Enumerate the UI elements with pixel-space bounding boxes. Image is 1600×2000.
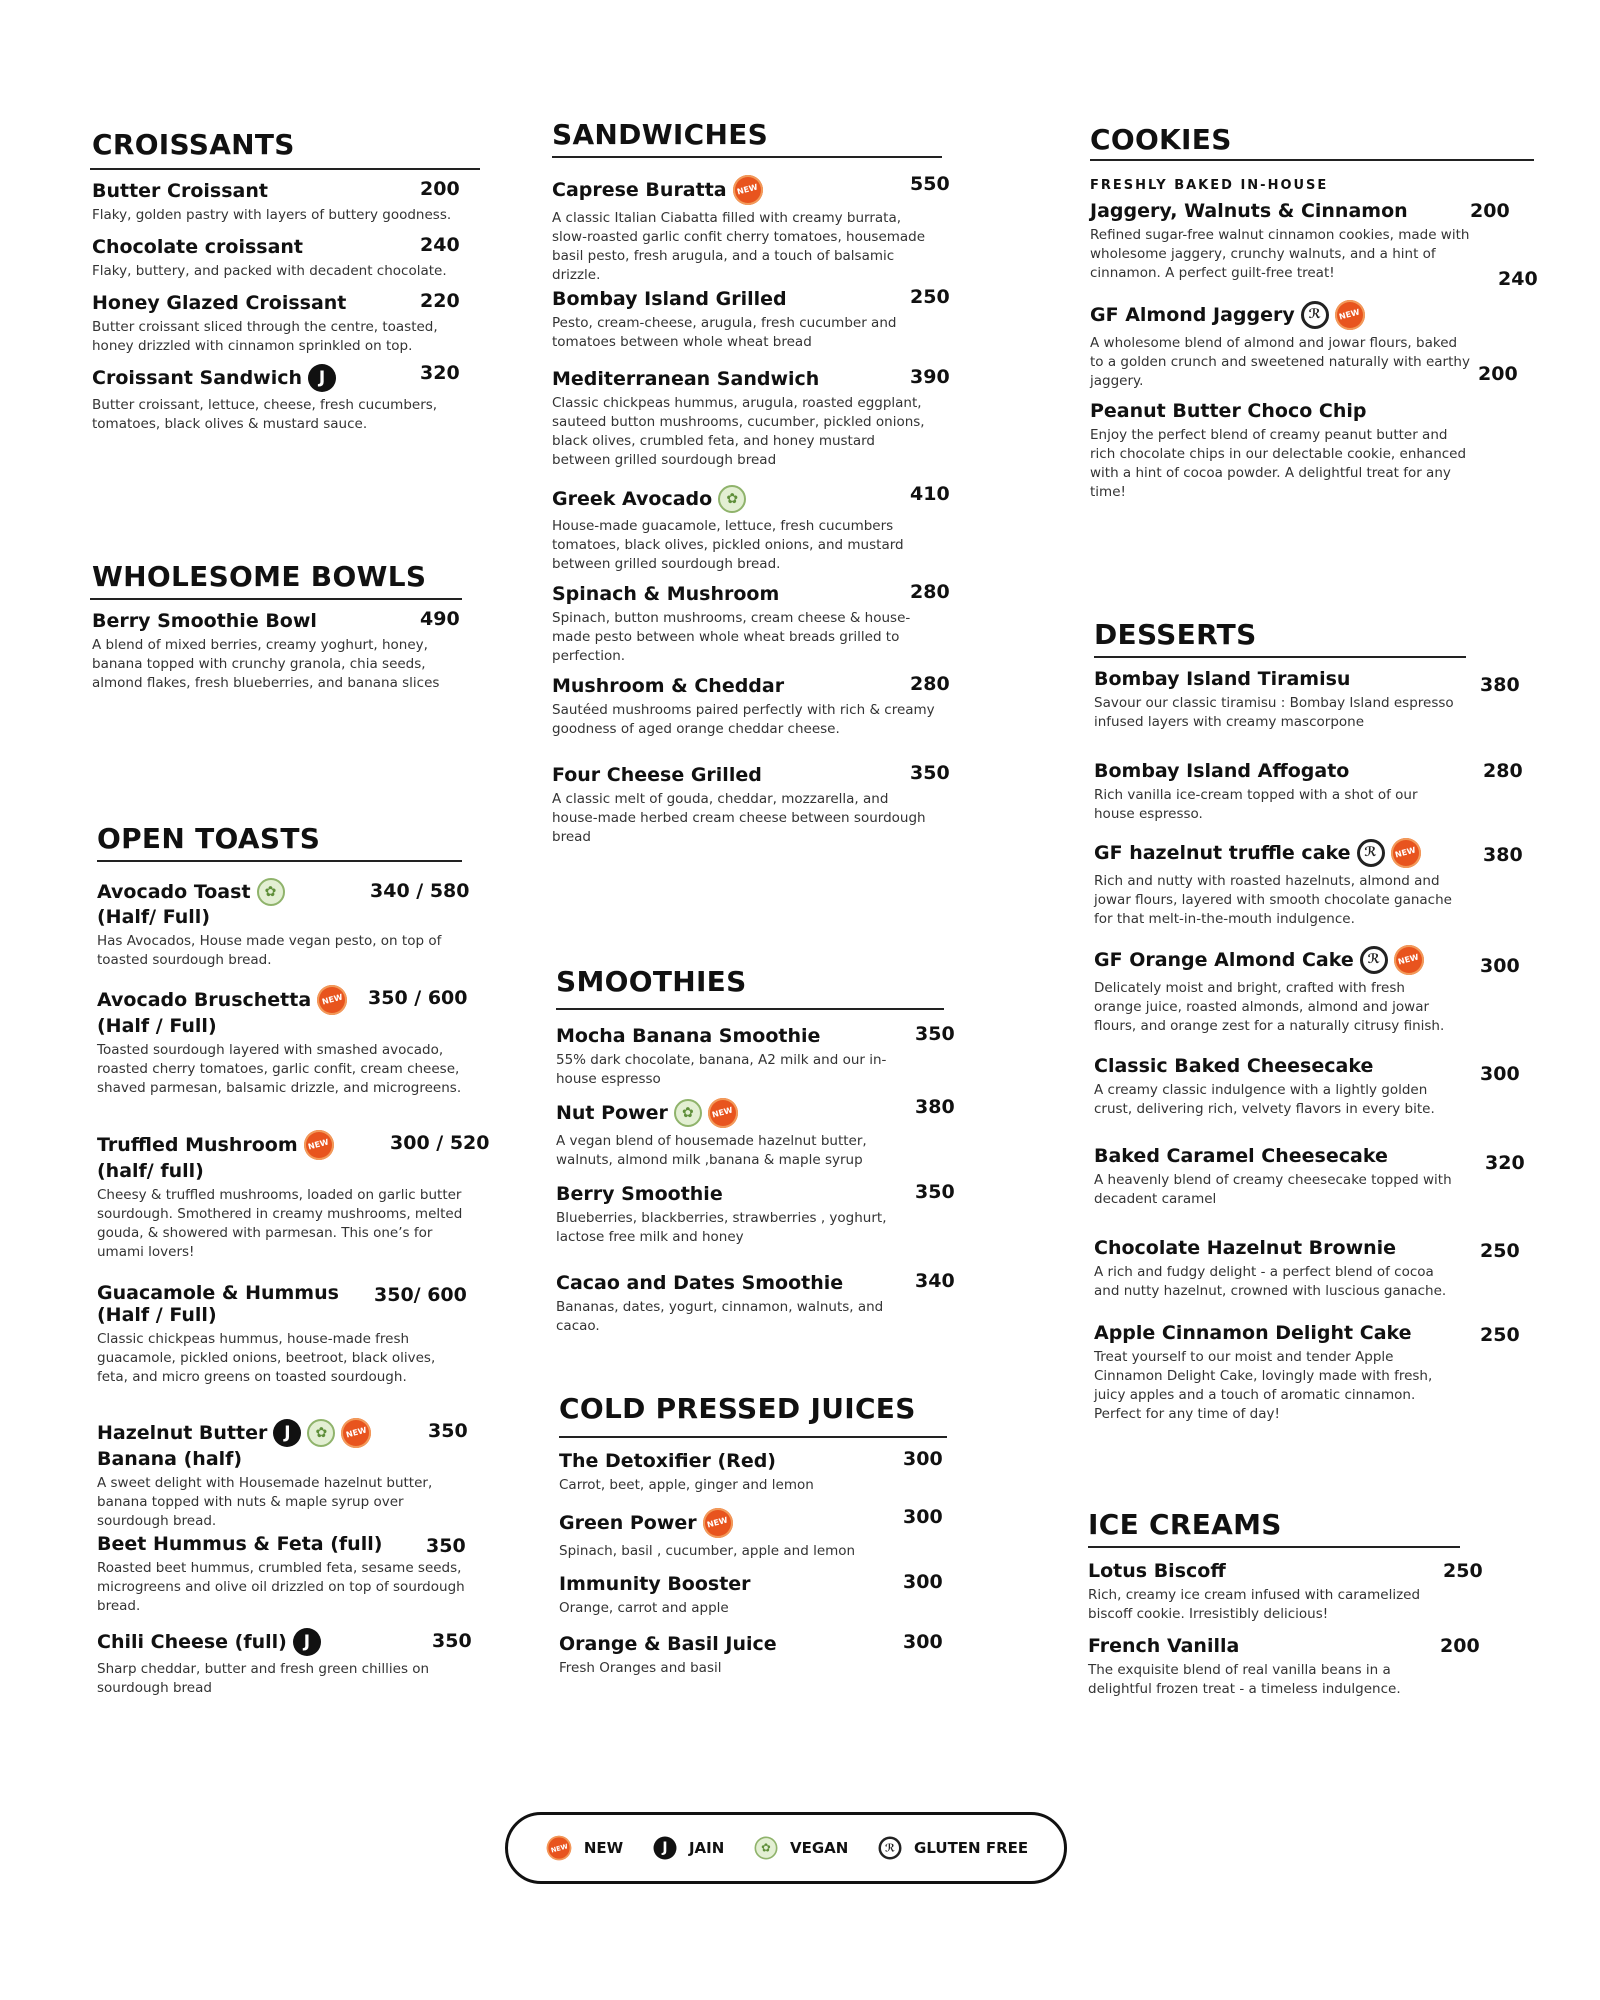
juices-divider (559, 1436, 947, 1438)
item-price: 320 (1485, 1152, 1525, 1174)
new-badge-icon: NEW (1394, 945, 1424, 975)
croissants-section-title: CROISSANTS (92, 128, 295, 161)
item-description: Spinach, button mushrooms, cream cheese & house-made pesto between whole wheat breads grilled to perfection. (552, 610, 911, 664)
item-name-text: Mediterranean Sandwich (552, 368, 820, 390)
item-name (97, 1418, 467, 1448)
croissants-item (92, 364, 472, 434)
item-name-text: Truffled Mushroom (97, 1134, 298, 1156)
legend-jain (651, 1834, 724, 1862)
cookies-item (1090, 300, 1470, 391)
gluten-free-icon: ℛ (1301, 301, 1329, 329)
item-price: 280 (910, 581, 950, 603)
item-price: 200 (1478, 363, 1518, 385)
jain-badge-icon: J (308, 364, 336, 392)
toasts-section-title: OPEN TOASTS (97, 822, 321, 855)
item-name-text: Jaggery, Walnuts & Cinnamon (1090, 200, 1408, 222)
legend-box (505, 1812, 1067, 1884)
item-description: Spinach, basil , cucumber, apple and lemon (559, 1543, 856, 1559)
jain-badge-icon: J (273, 1419, 301, 1447)
item-price: 350 / 600 (368, 987, 468, 1009)
item-price: 320 (420, 362, 460, 384)
legend-vegan-label: VEGAN (789, 1839, 849, 1857)
item-price: 380 (1483, 844, 1523, 866)
item-description: Delicately moist and bright, crafted with fresh orange juice, roasted almonds, almond and jowar flours, and orange zest for a naturally citrusy finish. (1094, 980, 1445, 1034)
item-name-text: GF Almond Jaggery (1090, 304, 1295, 326)
legend-gluten-free (876, 1834, 1028, 1862)
item-name-text: Baked Caramel Cheesecake (1094, 1145, 1388, 1167)
toasts-item (97, 1533, 467, 1616)
item-description: A heavenly blend of creamy cheesecake topped with decadent caramel (1094, 1172, 1452, 1207)
item-name-text: Caprese Buratta (552, 179, 727, 201)
legend-vegan (752, 1834, 848, 1862)
item-description: A blend of mixed berries, creamy yoghurt, honey, banana topped with crunchy granola, chia seeds, almond flakes, fresh blueberries, and banana slices (92, 637, 440, 691)
item-name-text: Chocolate Hazelnut Brownie (1094, 1237, 1397, 1259)
item-name-text: Hazelnut Butter (97, 1422, 268, 1444)
item-price: 200 (420, 178, 460, 200)
item-name-text: Butter Croissant (92, 180, 268, 202)
item-description: A sweet delight with Housemade hazelnut butter, banana topped with nuts & maple syrup over sourdough bread. (97, 1475, 433, 1529)
item-price: 390 (910, 366, 950, 388)
desserts-divider (1094, 656, 1466, 658)
item-price: 380 (915, 1096, 955, 1118)
desserts-section-title: DESSERTS (1094, 618, 1257, 651)
item-description: Refined sugar-free walnut cinnamon cookies, made with wholesome jaggery, crunchy walnuts, and a hint of cinnamon. A perfect guilt-free treat! (1090, 227, 1470, 281)
item-name-text: Mocha Banana Smoothie (556, 1025, 821, 1047)
vegan-leaf-icon: ✿ (307, 1419, 335, 1447)
item-name (556, 1098, 916, 1128)
item-price: 300 (903, 1448, 943, 1470)
item-description: A classic melt of gouda, cheddar, mozzarella, and house-made herbed cream cheese between sourdough bread (552, 791, 926, 845)
toasts-divider (97, 860, 462, 862)
item-name-text: Four Cheese Grilled (552, 764, 762, 786)
vegan-leaf-icon: ✿ (257, 878, 285, 906)
gluten-free-icon: ℛ (1360, 946, 1388, 974)
item-description: Carrot, beet, apple, ginger and lemon (559, 1477, 814, 1493)
croissants-divider (90, 168, 480, 170)
item-name-text: Berry Smoothie (556, 1183, 723, 1205)
item-price: 300 / 520 (390, 1132, 490, 1154)
cookies-section-title: COOKIES (1090, 123, 1232, 156)
desserts-item (1094, 1237, 1454, 1301)
item-name (1094, 668, 1454, 690)
item-name-text: GF hazelnut truffle cake (1094, 842, 1351, 864)
item-name (552, 368, 937, 390)
item-name-text: Bombay Island Tiramisu (1094, 668, 1351, 690)
item-price: 300 (903, 1571, 943, 1593)
item-price: 300 (1480, 955, 1520, 977)
legend-jain-label: JAIN (688, 1839, 725, 1857)
item-description: Classic chickpeas hummus, house-made fresh guacamole, pickled onions, beetroot, black olives, feta, and micro greens on toasted sourdough. (97, 1331, 436, 1385)
item-name (559, 1508, 929, 1538)
item-description: Pesto, cream-cheese, arugula, fresh cucumber and tomatoes between whole wheat bread (552, 315, 897, 350)
item-name (1090, 400, 1470, 422)
item-description: Has Avocados, House made vegan pesto, on top of toasted sourdough bread. (97, 933, 442, 968)
item-description: Enjoy the perfect blend of creamy peanut butter and rich chocolate chips in our delectable cookie, enhanced with a hint of cocoa powder. A delightful treat for any time! (1090, 427, 1467, 500)
desserts-item (1094, 945, 1454, 1036)
item-description: Cheesy & truffled mushrooms, loaded on garlic butter sourdough. Smothered in creamy mushrooms, melted gouda, & showered with parmesan. This one’s for umami lovers! (97, 1187, 463, 1260)
item-name (1094, 1237, 1454, 1259)
item-description: Treat yourself to our moist and tender Apple Cinnamon Delight Cake, lovingly made with fresh, juicy apples and a touch of aromatic cinnamon. Perfect for any time of day! (1094, 1349, 1433, 1422)
legend-new (544, 1833, 623, 1863)
smoothies-item (556, 1025, 916, 1089)
item-name-text: Nut Power (556, 1102, 668, 1124)
item-name-text: Bombay Island Grilled (552, 288, 787, 310)
item-description: House-made guacamole, lettuce, fresh cucumbers tomatoes, black olives, pickled onions, and mustard between grilled sourdough bread. (552, 518, 904, 572)
item-name (1090, 300, 1470, 330)
item-description: Fresh Oranges and basil (559, 1660, 722, 1676)
item-price: 300 (903, 1631, 943, 1653)
item-name-text: Greek Avocado (552, 488, 713, 510)
new-badge-icon: NEW (708, 1098, 738, 1128)
item-name (92, 180, 472, 202)
item-description: Roasted beet hummus, crumbled feta, sesame seeds, microgreens and olive oil drizzled on top of sourdough bread. (97, 1560, 465, 1614)
item-price: 350 (432, 1630, 472, 1652)
smoothies-divider (556, 1008, 944, 1010)
item-name (97, 1628, 467, 1656)
juices-item (559, 1450, 929, 1495)
item-price: 380 (1480, 674, 1520, 696)
item-description: A wholesome blend of almond and jowar flours, baked to a golden crunch and sweetened naturally with earthy jaggery. (1090, 335, 1470, 389)
item-name (1094, 1055, 1454, 1077)
item-name-text: Immunity Booster (559, 1573, 751, 1595)
sandwiches-item (552, 485, 937, 574)
vegan-leaf-icon: ✿ (718, 485, 746, 513)
item-name (556, 1272, 916, 1294)
item-name (1094, 760, 1454, 782)
item-name (552, 288, 937, 310)
toasts-item (97, 1418, 467, 1531)
sandwiches-item (552, 368, 937, 470)
item-name-text: French Vanilla (1088, 1635, 1240, 1657)
item-description: Butter croissant, lettuce, cheese, fresh cucumbers, tomatoes, black olives & mustard sauce. (92, 397, 438, 432)
item-name-text: Peanut Butter Choco Chip (1090, 400, 1367, 422)
sandwiches-section-title: SANDWICHES (552, 118, 769, 151)
item-price: 220 (420, 290, 460, 312)
item-name-text: Chili Cheese (full) (97, 1631, 287, 1653)
new-badge-icon: NEW (733, 175, 763, 205)
icecreams-item (1088, 1635, 1448, 1699)
item-description: A rich and fudgy delight - a perfect blend of cocoa and nutty hazelnut, crowned with luscious ganache. (1094, 1264, 1447, 1299)
item-name-text: Cacao and Dates Smoothie (556, 1272, 844, 1294)
item-name (92, 292, 472, 314)
vegan-leaf-icon: ✿ (674, 1099, 702, 1127)
icecreams-divider (1088, 1546, 1460, 1548)
juices-item (559, 1573, 929, 1618)
smoothies-item (556, 1272, 916, 1336)
sandwiches-item (552, 288, 937, 352)
item-description: A creamy classic indulgence with a lightly golden crust, delivering rich, velvety flavors in every bite. (1094, 1082, 1435, 1117)
item-price: 280 (910, 673, 950, 695)
item-name-portion: (Half / Full) (97, 1304, 217, 1326)
toasts-item (97, 1628, 467, 1698)
item-name-text: Guacamole & Hummus (97, 1282, 339, 1304)
item-price: 240 (420, 234, 460, 256)
item-name (1088, 1635, 1448, 1657)
croissants-item (92, 292, 472, 356)
item-description: A vegan blend of housemade hazelnut butter, walnuts, almond milk ,banana & maple syrup (556, 1133, 867, 1168)
smoothies-item (556, 1183, 916, 1247)
item-name (1094, 1145, 1454, 1167)
item-price: 410 (910, 483, 950, 505)
new-badge-icon: NEW (1335, 300, 1365, 330)
item-name (1094, 945, 1454, 975)
item-name-text: Green Power (559, 1512, 697, 1534)
item-name (1094, 838, 1454, 868)
item-name-text: Orange & Basil Juice (559, 1633, 777, 1655)
item-name-portion: (Half / Full) (97, 1015, 217, 1037)
item-name (1090, 200, 1470, 222)
item-description: Flaky, buttery, and packed with decadent chocolate. (92, 263, 447, 279)
item-name-text: Honey Glazed Croissant (92, 292, 347, 314)
item-name-text: Beet Hummus & Feta (full) (97, 1533, 383, 1555)
item-price: 550 (910, 173, 950, 195)
item-price: 350 (915, 1181, 955, 1203)
item-name (552, 675, 937, 697)
item-name (559, 1450, 929, 1472)
item-price: 250 (1480, 1240, 1520, 1262)
item-name (559, 1573, 929, 1595)
item-price: 350 (428, 1420, 468, 1442)
item-name-text: Apple Cinnamon Delight Cake (1094, 1322, 1412, 1344)
item-name-text: Croissant Sandwich (92, 367, 303, 389)
item-name-portion: (Half/ Full) (97, 906, 211, 928)
item-description: Rich vanilla ice-cream topped with a shot of our house espresso. (1094, 787, 1418, 822)
item-name-text: Classic Baked Cheesecake (1094, 1055, 1374, 1077)
item-name (552, 583, 937, 605)
item-description: Toasted sourdough layered with smashed avocado, roasted cherry tomatoes, garlic confit, cream cheese, shaved parmesan, balsamic drizzle, and microgreens. (97, 1042, 462, 1096)
vegan-leaf-icon: ✿ (755, 1837, 778, 1860)
item-description: Sautéed mushrooms paired perfectly with rich & creamy goodness of aged orange cheddar cheese. (552, 702, 935, 737)
sandwiches-item (552, 175, 937, 285)
item-description: Classic chickpeas hummus, arugula, roasted eggplant, sauteed button mushrooms, cucumber, pickled onions, black olives, crumbled feta, and honey mustard between grilled sourdough bread (552, 395, 925, 468)
item-name-text: Spinach & Mushroom (552, 583, 780, 605)
item-description: Flaky, golden pastry with layers of buttery goodness. (92, 207, 452, 223)
desserts-item (1094, 1322, 1454, 1424)
bowls-section-title: WHOLESOME BOWLS (92, 560, 427, 593)
cookies-item (1090, 400, 1470, 502)
item-price: 200 (1440, 1635, 1480, 1657)
desserts-item (1094, 760, 1454, 824)
juices-section-title: COLD PRESSED JUICES (559, 1392, 916, 1425)
item-name-text: GF Orange Almond Cake (1094, 949, 1354, 971)
new-badge-icon: NEW (341, 1418, 371, 1448)
new-badge-icon: NEW (547, 1836, 572, 1861)
legend-gluten-free-label: GLUTEN FREE (914, 1839, 1029, 1857)
item-description: Bananas, dates, yogurt, cinnamon, walnuts, and cacao. (556, 1299, 884, 1334)
item-name (92, 610, 462, 632)
item-price: 250 (1443, 1560, 1483, 1582)
item-description: Rich and nutty with roasted hazelnuts, almond and jowar flours, layered with smooth chocolate ganache for that melt-in-the-mouth indulgence. (1094, 873, 1452, 927)
item-price: 340 / 580 (370, 880, 470, 902)
item-price: 250 (1480, 1324, 1520, 1346)
item-name (552, 764, 937, 786)
item-description: Orange, carrot and apple (559, 1600, 729, 1616)
item-price: 350 (910, 762, 950, 784)
item-price: 340 (915, 1270, 955, 1292)
cookies-subtitle: FRESHLY BAKED IN-HOUSE (1090, 178, 1329, 193)
item-price: 350 (915, 1023, 955, 1045)
item-price: 250 (910, 286, 950, 308)
desserts-item (1094, 838, 1454, 929)
item-description: The exquisite blend of real vanilla beans in a delightful frozen treat - a timeless indulgence. (1088, 1662, 1401, 1697)
item-price: 490 (420, 608, 460, 630)
item-name (97, 1533, 467, 1555)
item-price: 300 (903, 1506, 943, 1528)
item-description: Blueberries, blackberries, strawberries , yoghurt, lactose free milk and honey (556, 1210, 887, 1245)
item-name (92, 236, 472, 258)
item-name-text: Avocado Bruschetta (97, 989, 312, 1011)
jain-badge-icon: J (653, 1837, 676, 1860)
desserts-item (1094, 1145, 1454, 1209)
item-name-portion: Banana (half) (97, 1448, 243, 1470)
item-price: 280 (1483, 760, 1523, 782)
item-name (1088, 1560, 1448, 1582)
item-description: Butter croissant sliced through the centre, toasted, honey drizzled with cinnamon sprinkled on top. (92, 319, 438, 354)
item-price: 200 (1470, 200, 1510, 222)
item-description: Sharp cheddar, butter and fresh green chillies on sourdough bread (97, 1661, 430, 1696)
item-name-portion: (half/ full) (97, 1160, 204, 1182)
desserts-item (1094, 1055, 1454, 1119)
sandwiches-divider (552, 156, 942, 158)
jain-badge-icon: J (293, 1628, 321, 1656)
juices-item (559, 1633, 929, 1678)
sandwiches-item (552, 764, 937, 847)
croissants-item (92, 180, 472, 225)
item-description: Rich, creamy ice cream infused with caramelized biscoff cookie. Irresistibly delicious! (1088, 1587, 1421, 1622)
sandwiches-item (552, 583, 937, 666)
gluten-free-icon: ℛ (1357, 839, 1385, 867)
item-price: 240 (1498, 268, 1538, 290)
item-name (556, 1183, 916, 1205)
item-name-text: Avocado Toast (97, 881, 251, 903)
sandwiches-item (552, 675, 937, 739)
item-price: 300 (1480, 1063, 1520, 1085)
item-name (559, 1633, 929, 1655)
item-name (1094, 1322, 1454, 1344)
item-name-text: Lotus Biscoff (1088, 1560, 1226, 1582)
new-badge-icon: NEW (703, 1508, 733, 1538)
smoothies-section-title: SMOOTHIES (556, 965, 747, 998)
croissants-item (92, 236, 472, 281)
new-badge-icon: NEW (1391, 838, 1421, 868)
item-description: Savour our classic tiramisu : Bombay Island espresso infused layers with creamy mascorpone (1094, 695, 1454, 730)
new-badge-icon: NEW (317, 985, 347, 1015)
icecreams-section-title: ICE CREAMS (1088, 1508, 1282, 1541)
smoothies-item (556, 1098, 916, 1170)
item-name-text: Bombay Island Affogato (1094, 760, 1350, 782)
icecreams-item (1088, 1560, 1448, 1624)
cookies-item (1090, 200, 1470, 283)
item-description: 55% dark chocolate, banana, A2 milk and our in-house espresso (556, 1052, 887, 1087)
item-price: 350 (426, 1535, 466, 1557)
new-badge-icon: NEW (304, 1130, 334, 1160)
item-name-text: The Detoxifier (Red) (559, 1450, 776, 1472)
item-name (556, 1025, 916, 1047)
desserts-item (1094, 668, 1454, 732)
item-name (552, 485, 937, 513)
bowls-item (92, 610, 462, 693)
cookies-divider (1090, 159, 1534, 161)
item-name-text: Berry Smoothie Bowl (92, 610, 317, 632)
gluten-free-icon: ℛ (879, 1837, 902, 1860)
item-name (552, 175, 937, 205)
legend-new-label: NEW (583, 1839, 624, 1857)
item-price: 350/ 600 (374, 1284, 467, 1306)
item-name-text: Chocolate croissant (92, 236, 304, 258)
item-name (92, 364, 472, 392)
bowls-divider (90, 598, 462, 600)
item-description: A classic Italian Ciabatta filled with creamy burrata, slow-roasted garlic confit cherry tomatoes, housemade basil pesto, fresh arugula, and a touch of balsamic drizzle. (552, 210, 926, 283)
item-name-text: Mushroom & Cheddar (552, 675, 785, 697)
juices-item (559, 1508, 929, 1561)
